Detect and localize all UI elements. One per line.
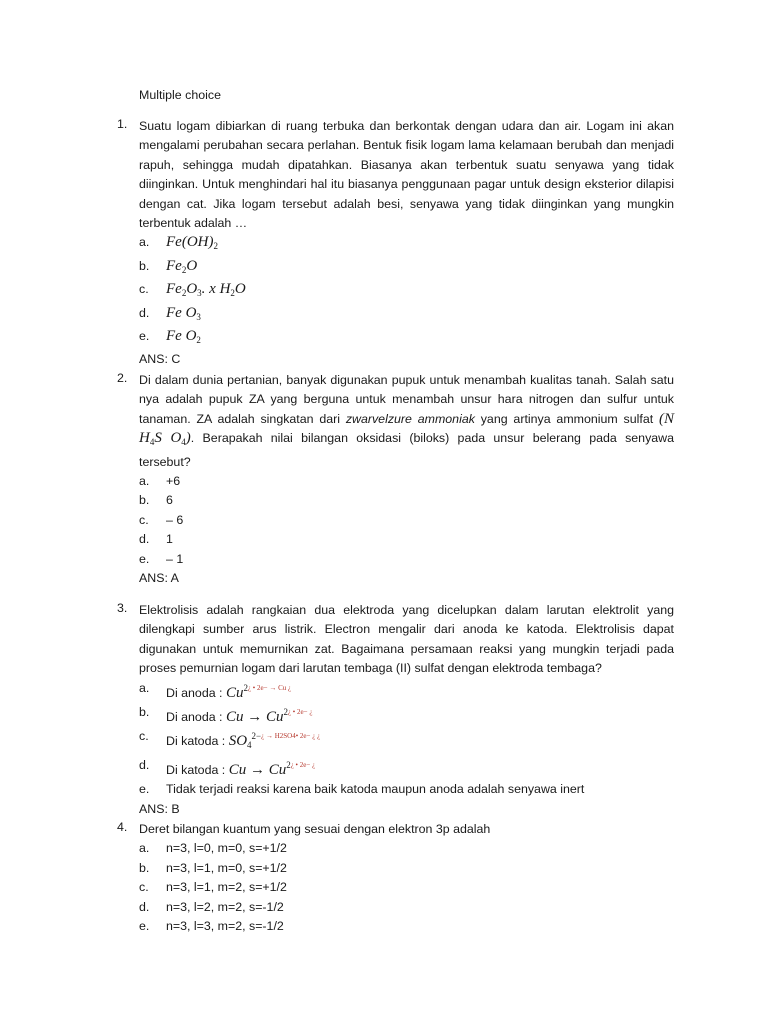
formula: Fe $O_3$ xyxy=(166,304,201,322)
option-d[interactable] xyxy=(139,530,674,549)
option-label: c. xyxy=(139,729,149,744)
option-b[interactable] xyxy=(139,703,674,727)
option-label: a. xyxy=(139,841,150,856)
question-text: Di dalam dunia pertanian, banyak digunakan pupuk untuk menambah kualitas tanah. Salah satu nya adalah pupuk ZA yang berguna untuk menambah unsur hara nitrogen dan sulfur untuk tanaman. ZA adalah singkatan dari zwarvelzure ammoniak yang artinya ammonium sulfat (N $H_4S$ $O_4$). Berapakah nilai bilangan oksidasi (biloks) pada unsur belerang pada senyawa tersebut? xyxy=(139,373,675,469)
option-label: d. xyxy=(139,899,150,914)
option-label: b. xyxy=(139,493,150,508)
formula: $SO_4^{2-¿ \to H2SO4• 2e- ¿ ¿}$ xyxy=(228,731,321,751)
option-prefix: Di katoda : xyxy=(166,734,226,749)
option-label: e. xyxy=(139,919,150,934)
formula: $Fe_2O_3$. x $H_2O$ xyxy=(166,281,246,299)
option-text: +6 xyxy=(166,474,181,489)
question-2 xyxy=(117,371,674,588)
option-d[interactable] xyxy=(139,898,674,917)
option-text: n=3, l=3, m=2, s=-1/2 xyxy=(166,919,284,934)
option-label: d. xyxy=(139,532,150,547)
option-text: n=3, l=2, m=2, s=-1/2 xyxy=(166,899,284,914)
option-d[interactable] xyxy=(139,756,674,780)
formula: $Cu \to Cu^{2¿ • 2e- ¿}$ xyxy=(228,759,316,778)
option-d[interactable] xyxy=(139,304,674,327)
formula: $Fe_2O$ xyxy=(166,257,198,275)
option-text: – 1 xyxy=(166,551,184,566)
option-c[interactable] xyxy=(139,511,674,530)
options-list xyxy=(139,839,674,936)
option-c[interactable] xyxy=(139,727,674,755)
formula: Fe $O_2$ xyxy=(166,328,201,346)
formula: $Fe(OH)_2$ xyxy=(166,234,218,252)
option-text: 1 xyxy=(166,532,173,547)
option-label: e. xyxy=(139,551,150,566)
option-b[interactable] xyxy=(139,859,674,878)
option-label: d. xyxy=(139,305,150,320)
option-text: Tidak terjadi reaksi karena baik katoda maupun anoda adalah senyawa inert xyxy=(166,782,585,797)
question-number: 4. xyxy=(117,820,128,834)
question-number: 1. xyxy=(117,117,128,131)
question-number: 3. xyxy=(117,601,128,615)
option-label: b. xyxy=(139,705,150,720)
option-c[interactable] xyxy=(139,280,674,303)
option-label: b. xyxy=(139,860,150,875)
option-text: 6 xyxy=(166,493,173,508)
option-a[interactable] xyxy=(139,679,674,703)
question-number: 2. xyxy=(117,371,128,385)
option-prefix: Di anoda : xyxy=(166,685,223,700)
answer: ANS: C xyxy=(139,352,181,367)
question-text: Suatu logam dibiarkan di ruang terbuka dan berkontak dengan udara dan air. Logam ini akan mengalami perubahan secara perlahan. Bentuk fisik logam lama kelamaan berubah dan menjadi rapuh, sehingga mudah dipatahkan. Biasanya akan terbentuk suatu senyawa yang tidak diinginkan. Untuk menghindari hal itu biasanya penggunaan pagar untuk design eksterior dilapisi dengan cat. Jika logam tersebut adalah besi, senyawa yang tidak diinginkan yang mungkin terbentuk adalah … xyxy=(139,119,674,231)
option-a[interactable] xyxy=(139,233,674,256)
option-e[interactable] xyxy=(139,327,674,350)
option-a[interactable] xyxy=(139,839,674,858)
option-b[interactable] xyxy=(139,257,674,280)
option-e[interactable] xyxy=(139,780,674,799)
options-list xyxy=(139,233,674,350)
option-label: c. xyxy=(139,512,149,527)
option-text: n=3, l=1, m=0, s=+1/2 xyxy=(166,860,287,875)
section-title: Multiple choice xyxy=(139,88,221,102)
option-label: c. xyxy=(139,282,149,297)
formula: $Cu^{2¿ • 2e- \to Cu ¿}$ xyxy=(225,682,292,701)
option-label: b. xyxy=(139,258,150,273)
question-3 xyxy=(117,601,674,819)
option-label: d. xyxy=(139,757,150,772)
option-prefix: Di anoda : xyxy=(166,710,223,725)
option-text: n=3, l=1, m=2, s=+1/2 xyxy=(166,880,287,895)
question-text: Elektrolisis adalah rangkaian dua elektroda yang dicelupkan dalam larutan elektrolit yang dilengkapi sumber arus listrik. Electron mengalir dari anoda ke katoda. Elektrolisis dapat digunakan untuk memurnikan zat. Bagaimana persamaan reaksi yang mungkin terjadi pada proses pemurnian logam dari larutan tembaga (II) sulfat dengan elektroda tembaga? xyxy=(139,603,674,676)
option-label: e. xyxy=(139,329,150,344)
option-text: – 6 xyxy=(166,512,184,527)
options-list xyxy=(139,472,674,569)
question-1 xyxy=(117,117,674,370)
option-label: e. xyxy=(139,782,150,797)
option-label: a. xyxy=(139,680,150,695)
option-label: a. xyxy=(139,235,150,250)
answer: ANS: B xyxy=(139,801,180,816)
option-e[interactable] xyxy=(139,550,674,569)
question-4 xyxy=(117,820,674,936)
options-list xyxy=(139,679,674,800)
option-b[interactable] xyxy=(139,491,674,510)
option-a[interactable] xyxy=(139,472,674,491)
option-e[interactable] xyxy=(139,917,674,936)
option-label: c. xyxy=(139,880,149,895)
option-label: a. xyxy=(139,474,150,489)
answer: ANS: A xyxy=(139,571,179,586)
question-text: Deret bilangan kuantum yang sesuai dengan elektron 3p adalah xyxy=(139,822,491,836)
option-c[interactable] xyxy=(139,878,674,897)
option-prefix: Di katoda : xyxy=(166,762,226,777)
option-text: n=3, l=0, m=0, s=+1/2 xyxy=(166,841,287,856)
formula: $Cu \to Cu^{2¿ • 2e- ¿}$ xyxy=(225,707,313,726)
formula: (N $H_4S$ $O_4$) xyxy=(139,410,674,448)
